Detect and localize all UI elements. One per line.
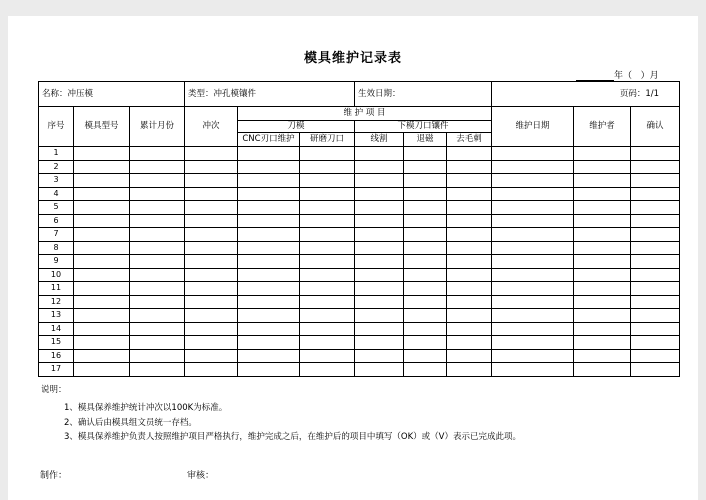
table-cell[interactable] (574, 363, 631, 377)
page-title: 模具维护记录表 (303, 51, 402, 66)
table-cell[interactable] (492, 187, 574, 201)
table-cell[interactable] (130, 295, 185, 309)
table-cell[interactable] (447, 282, 492, 296)
table-cell[interactable] (300, 268, 355, 282)
table-cell[interactable] (492, 322, 574, 336)
table-cell[interactable] (404, 336, 447, 350)
table-cell[interactable] (631, 282, 680, 296)
row-number: 8 (39, 241, 74, 255)
table-cell[interactable] (355, 160, 404, 174)
table-cell[interactable] (130, 214, 185, 228)
table-cell[interactable] (185, 268, 238, 282)
footer-reviewer: 审核： (187, 471, 215, 481)
header-month: 累计月份 (130, 107, 185, 147)
table-cell[interactable] (74, 160, 130, 174)
table-cell[interactable] (300, 228, 355, 242)
table-cell[interactable] (74, 214, 130, 228)
table-cell[interactable] (492, 268, 574, 282)
table-cell[interactable] (300, 201, 355, 215)
table-cell[interactable] (355, 268, 404, 282)
row-number: 14 (39, 322, 74, 336)
table-cell[interactable] (185, 187, 238, 201)
table-row (39, 363, 680, 377)
table-cell[interactable] (185, 309, 238, 323)
table-cell[interactable] (574, 201, 631, 215)
table-cell[interactable] (355, 174, 404, 188)
table-cell[interactable] (631, 174, 680, 188)
table-cell[interactable] (74, 187, 130, 201)
table-cell[interactable] (574, 268, 631, 282)
table-cell[interactable] (574, 349, 631, 363)
table-cell[interactable] (300, 349, 355, 363)
table-cell[interactable] (631, 268, 680, 282)
table-row (39, 201, 680, 215)
header-grind: 研磨刀口 (300, 133, 355, 147)
table-cell[interactable] (74, 228, 130, 242)
table-cell[interactable] (130, 363, 185, 377)
table-cell[interactable] (631, 228, 680, 242)
table-cell[interactable] (130, 322, 185, 336)
table-cell[interactable] (631, 336, 680, 350)
table-cell[interactable] (574, 241, 631, 255)
table-cell[interactable] (492, 147, 574, 161)
table-cell[interactable] (74, 174, 130, 188)
table-cell[interactable] (238, 241, 300, 255)
table-cell[interactable] (574, 309, 631, 323)
row-number: 7 (39, 228, 74, 242)
table-cell[interactable] (130, 228, 185, 242)
header-strokes: 冲次 (185, 107, 238, 147)
table-cell[interactable] (238, 322, 300, 336)
table-row (39, 268, 680, 282)
table-cell[interactable] (447, 363, 492, 377)
table-cell[interactable] (447, 322, 492, 336)
table-row (39, 160, 680, 174)
table-cell[interactable] (355, 322, 404, 336)
table-cell[interactable] (300, 282, 355, 296)
table-cell[interactable] (447, 160, 492, 174)
table-cell[interactable] (300, 174, 355, 188)
header-demag: 退磁 (404, 133, 447, 147)
header-cnc: CNC刃口维护 (238, 133, 300, 147)
table-cell[interactable] (185, 336, 238, 350)
table-cell[interactable] (631, 309, 680, 323)
table-cell[interactable] (404, 160, 447, 174)
table-cell[interactable] (404, 282, 447, 296)
table-cell[interactable] (447, 349, 492, 363)
page-number-cell: 页码：1/1 (492, 82, 680, 107)
year-blank (576, 71, 614, 81)
type-cell: 类型：冲孔模镶件 (185, 82, 355, 107)
table-cell[interactable] (492, 241, 574, 255)
table-cell[interactable] (130, 174, 185, 188)
table-cell[interactable] (238, 309, 300, 323)
table-cell[interactable] (355, 201, 404, 215)
table-cell[interactable] (300, 309, 355, 323)
table-cell[interactable] (631, 241, 680, 255)
table-cell[interactable] (300, 363, 355, 377)
table-cell[interactable] (74, 241, 130, 255)
table-row (39, 214, 680, 228)
table-cell[interactable] (492, 201, 574, 215)
note-item: 2、确认后由模具组文员统一存档。 (64, 418, 197, 428)
table-cell[interactable] (185, 363, 238, 377)
table-cell[interactable] (300, 255, 355, 269)
table-cell[interactable] (185, 201, 238, 215)
row-number: 15 (39, 336, 74, 350)
table-cell[interactable] (404, 228, 447, 242)
month-label: 月 (649, 71, 659, 81)
maintenance-table (38, 81, 680, 377)
table-cell[interactable] (404, 295, 447, 309)
table-cell[interactable] (130, 147, 185, 161)
row-number: 13 (39, 309, 74, 323)
row-number: 4 (39, 187, 74, 201)
footer-maker: 制作： (40, 471, 68, 481)
table-cell[interactable] (238, 363, 300, 377)
table-cell[interactable] (130, 187, 185, 201)
table-row (39, 349, 680, 363)
table-cell[interactable] (355, 228, 404, 242)
table-cell[interactable] (238, 282, 300, 296)
row-number: 6 (39, 214, 74, 228)
table-cell[interactable] (130, 160, 185, 174)
table-cell[interactable] (631, 160, 680, 174)
table-body (39, 147, 680, 377)
table-cell[interactable] (300, 214, 355, 228)
table-row (39, 187, 680, 201)
table-cell[interactable] (631, 349, 680, 363)
table-cell[interactable] (238, 228, 300, 242)
table-cell[interactable] (238, 174, 300, 188)
table-cell[interactable] (574, 322, 631, 336)
table-cell[interactable] (185, 147, 238, 161)
table-cell[interactable] (447, 201, 492, 215)
table-cell[interactable] (185, 241, 238, 255)
table-cell[interactable] (238, 214, 300, 228)
table-cell[interactable] (185, 174, 238, 188)
table-cell[interactable] (404, 322, 447, 336)
table-cell[interactable] (404, 214, 447, 228)
month-paren: （ ） (623, 71, 650, 81)
table-cell[interactable] (74, 295, 130, 309)
note-item: 3、模具保养维护负责人按照维护项目严格执行，维护完成之后，在维护后的项目中填写（OK）或（V）表示已完成此项。 (64, 432, 521, 442)
table-cell[interactable] (492, 363, 574, 377)
table-cell[interactable] (130, 336, 185, 350)
table-cell[interactable] (185, 282, 238, 296)
table-cell[interactable] (631, 187, 680, 201)
table-cell[interactable] (631, 363, 680, 377)
row-number: 2 (39, 160, 74, 174)
table-cell[interactable] (447, 214, 492, 228)
table-cell[interactable] (238, 255, 300, 269)
header-person: 维护者 (574, 107, 631, 147)
table-cell[interactable] (404, 201, 447, 215)
table-cell[interactable] (355, 363, 404, 377)
table-cell[interactable] (492, 228, 574, 242)
table-cell[interactable] (574, 160, 631, 174)
table-cell[interactable] (447, 228, 492, 242)
table-row (39, 228, 680, 242)
info-row (39, 82, 680, 107)
table-cell[interactable] (404, 147, 447, 161)
table-cell[interactable] (130, 255, 185, 269)
table-cell[interactable] (447, 295, 492, 309)
header-items: 维 护 项 目 (238, 107, 492, 121)
table-cell[interactable] (74, 282, 130, 296)
table-cell[interactable] (185, 349, 238, 363)
table-row (39, 282, 680, 296)
row-number: 11 (39, 282, 74, 296)
table-cell[interactable] (447, 268, 492, 282)
table-cell[interactable] (404, 309, 447, 323)
table-cell[interactable] (185, 214, 238, 228)
table-cell[interactable] (130, 268, 185, 282)
table-row (39, 255, 680, 269)
year-label: 年 (614, 71, 624, 81)
table-cell[interactable] (355, 309, 404, 323)
table-row (39, 241, 680, 255)
table-cell[interactable] (447, 241, 492, 255)
table-cell[interactable] (447, 174, 492, 188)
table-row (39, 336, 680, 350)
table-cell[interactable] (355, 336, 404, 350)
table-cell[interactable] (74, 201, 130, 215)
effective-date-cell: 生效日期： (355, 82, 492, 107)
table-cell[interactable] (130, 282, 185, 296)
table-cell[interactable] (300, 160, 355, 174)
table-cell[interactable] (185, 160, 238, 174)
table-cell[interactable] (492, 295, 574, 309)
row-number: 9 (39, 255, 74, 269)
header-lower-insert: 下模刀口镶件 (355, 121, 492, 133)
table-row (39, 309, 680, 323)
header-confirm: 确认 (631, 107, 680, 147)
table-cell[interactable] (355, 147, 404, 161)
table-cell[interactable] (404, 268, 447, 282)
row-number: 16 (39, 349, 74, 363)
table-cell[interactable] (574, 336, 631, 350)
header-deburr: 去毛刺 (447, 133, 492, 147)
table-cell[interactable] (355, 295, 404, 309)
table-cell[interactable] (574, 174, 631, 188)
table-cell[interactable] (447, 147, 492, 161)
header-row-1 (39, 107, 680, 121)
table-cell[interactable] (574, 187, 631, 201)
table-cell[interactable] (238, 295, 300, 309)
table-cell[interactable] (404, 363, 447, 377)
table-cell[interactable] (631, 295, 680, 309)
table-cell[interactable] (130, 349, 185, 363)
note-item: 1、模具保养维护统计冲次以100K为标准。 (64, 403, 228, 413)
table-cell[interactable] (404, 187, 447, 201)
table-cell[interactable] (300, 187, 355, 201)
date-line (576, 68, 659, 81)
notes-label: 说明： (41, 385, 67, 395)
table-cell[interactable] (631, 322, 680, 336)
table-cell[interactable] (355, 255, 404, 269)
table-cell[interactable] (492, 309, 574, 323)
table-cell[interactable] (185, 228, 238, 242)
table-cell[interactable] (130, 201, 185, 215)
table-cell[interactable] (74, 349, 130, 363)
table-cell[interactable] (74, 268, 130, 282)
table-cell[interactable] (238, 147, 300, 161)
table-cell[interactable] (355, 282, 404, 296)
table-cell[interactable] (238, 336, 300, 350)
table-cell[interactable] (238, 187, 300, 201)
table-cell[interactable] (300, 147, 355, 161)
table-cell[interactable] (631, 201, 680, 215)
row-number: 12 (39, 295, 74, 309)
table-cell[interactable] (492, 349, 574, 363)
table-cell[interactable] (492, 282, 574, 296)
table-cell[interactable] (238, 349, 300, 363)
table-row (39, 147, 680, 161)
table-cell[interactable] (404, 174, 447, 188)
table-cell[interactable] (574, 282, 631, 296)
table-row (39, 295, 680, 309)
table-cell[interactable] (355, 214, 404, 228)
table-cell[interactable] (492, 174, 574, 188)
table-cell[interactable] (574, 295, 631, 309)
table-cell[interactable] (492, 255, 574, 269)
table-cell[interactable] (300, 241, 355, 255)
table-row (39, 174, 680, 188)
table-cell[interactable] (130, 241, 185, 255)
row-number: 3 (39, 174, 74, 188)
table-cell[interactable] (74, 309, 130, 323)
table-cell[interactable] (492, 336, 574, 350)
row-number: 17 (39, 363, 74, 377)
table-cell[interactable] (631, 147, 680, 161)
table-cell[interactable] (74, 336, 130, 350)
table-cell[interactable] (631, 214, 680, 228)
header-model: 模具型号 (74, 107, 130, 147)
table-cell[interactable] (238, 201, 300, 215)
table-cell[interactable] (404, 255, 447, 269)
table-cell[interactable] (447, 255, 492, 269)
header-seq: 序号 (39, 107, 74, 147)
row-number: 10 (39, 268, 74, 282)
table-cell[interactable] (74, 255, 130, 269)
table-cell[interactable] (447, 336, 492, 350)
table-cell[interactable] (447, 309, 492, 323)
header-wire: 线割 (355, 133, 404, 147)
table-cell[interactable] (300, 295, 355, 309)
table-cell[interactable] (185, 255, 238, 269)
table-cell[interactable] (404, 349, 447, 363)
name-cell: 名称：冲压模 (39, 82, 185, 107)
table-cell[interactable] (492, 160, 574, 174)
table-cell[interactable] (355, 241, 404, 255)
table-cell[interactable] (74, 322, 130, 336)
table-cell[interactable] (300, 322, 355, 336)
table-cell[interactable] (574, 147, 631, 161)
table-cell[interactable] (574, 214, 631, 228)
table-cell[interactable] (355, 187, 404, 201)
table-cell[interactable] (574, 228, 631, 242)
table-cell[interactable] (574, 255, 631, 269)
table-cell[interactable] (185, 322, 238, 336)
table-cell[interactable] (238, 268, 300, 282)
row-number: 1 (39, 147, 74, 161)
table-row (39, 322, 680, 336)
header-knife: 刀模 (238, 121, 355, 133)
table-cell[interactable] (238, 160, 300, 174)
table-cell[interactable] (74, 147, 130, 161)
table-cell[interactable] (492, 214, 574, 228)
table-cell[interactable] (355, 349, 404, 363)
table-cell[interactable] (631, 255, 680, 269)
table-cell[interactable] (300, 336, 355, 350)
table-cell[interactable] (185, 295, 238, 309)
table-cell[interactable] (447, 187, 492, 201)
table-cell[interactable] (130, 309, 185, 323)
row-number: 5 (39, 201, 74, 215)
header-date: 维护日期 (492, 107, 574, 147)
table-cell[interactable] (404, 241, 447, 255)
table-cell[interactable] (74, 363, 130, 377)
